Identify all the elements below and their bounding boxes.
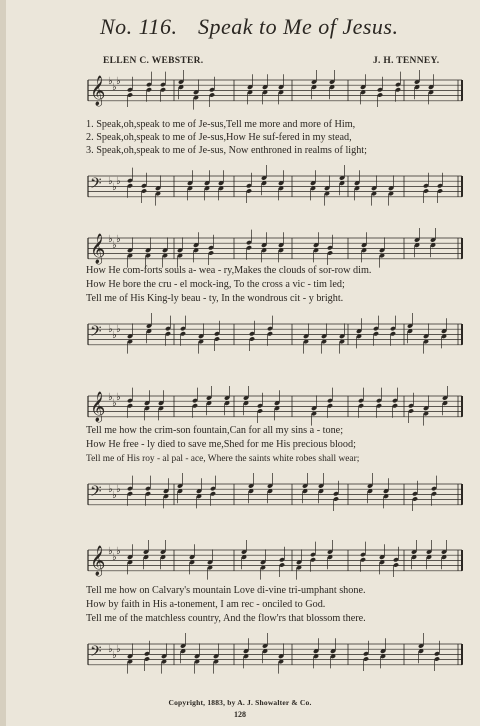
lyric-line: Tell me of His King-ly beau - ty, In the wondrous cit - y bright.: [86, 293, 344, 304]
svg-text:♭: ♭: [112, 330, 117, 341]
composer-credit: J. H. TENNEY.: [373, 56, 440, 66]
svg-text:♭: ♭: [116, 324, 121, 335]
music-system-2: [86, 228, 466, 378]
staff-bass-3: [86, 472, 466, 522]
svg-text:𝄢: 𝄢: [90, 175, 102, 196]
svg-text:♭: ♭: [116, 176, 121, 187]
svg-text:♭: ♭: [112, 650, 117, 661]
svg-text:♭: ♭: [108, 644, 113, 655]
music-system-1: [86, 70, 466, 220]
lyric-line: How by faith in His a-tonement, I am rec - onciled to God.: [86, 599, 326, 610]
staff-bass-2: [86, 312, 466, 362]
svg-text:♭: ♭: [108, 484, 113, 495]
hymn-number: No. 116.: [100, 14, 178, 39]
page-edge: [0, 0, 6, 726]
staff-bass-1: [86, 164, 466, 214]
svg-text:𝄞: 𝄞: [90, 546, 106, 576]
svg-text:𝄞: 𝄞: [90, 76, 106, 106]
lyric-line: Tell me of His roy - al pal - ace, Where the saints white robes shall wear;: [86, 454, 360, 464]
lyric-line: How He free - ly died to save me,Shed for me His precious blood;: [86, 439, 356, 450]
svg-text:♭: ♭: [108, 234, 113, 245]
svg-text:♭: ♭: [116, 76, 121, 87]
svg-text:♭: ♭: [116, 392, 121, 403]
music-system-4: [86, 540, 466, 692]
page-number: 128: [234, 710, 246, 719]
svg-text:𝄢: 𝄢: [90, 323, 102, 344]
svg-text:♭: ♭: [116, 484, 121, 495]
svg-text:♭: ♭: [108, 324, 113, 335]
lyric-line: 2. Speak,oh,speak to me of Je-sus,How He suf-fered in my stead,: [86, 132, 352, 143]
svg-text:𝄢: 𝄢: [90, 483, 102, 504]
svg-text:♭: ♭: [108, 546, 113, 557]
hymn-header: [0, 14, 480, 44]
svg-text:♭: ♭: [108, 176, 113, 187]
lyric-line: Tell me how on Calvary's mountain Love di-vine tri-umphant shone.: [86, 585, 366, 596]
lyric-line: How He com-forts souls a- wea - ry,Makes the clouds of sor-row dim.: [86, 265, 372, 276]
lyric-line: How He bore the cru - el mock-ing, To the cross a vic - tim led;: [86, 279, 345, 290]
svg-text:♭: ♭: [112, 490, 117, 501]
hymn-title: Speak to Me of Jesus.: [198, 14, 399, 39]
author-credit: ELLEN C. WEBSTER.: [103, 56, 204, 66]
svg-text:𝄞: 𝄞: [90, 392, 106, 422]
lyric-line: Tell me how the crim-son fountain,Can for all my sins a - tone;: [86, 425, 344, 436]
svg-text:𝄢: 𝄢: [90, 643, 102, 664]
svg-text:♭: ♭: [116, 234, 121, 245]
svg-text:𝄞: 𝄞: [90, 234, 106, 264]
svg-text:♭: ♭: [116, 644, 121, 655]
svg-text:♭: ♭: [116, 546, 121, 557]
svg-text:♭: ♭: [112, 240, 117, 251]
svg-text:♭: ♭: [112, 398, 117, 409]
svg-text:♭: ♭: [112, 82, 117, 93]
lyric-line: Tell me of the matchless country, And the flow'rs that blossom there.: [86, 613, 366, 624]
copyright-notice: Copyright, 1883, by A. J. Showalter & Co.: [168, 698, 312, 707]
staff-bass-4: [86, 632, 466, 682]
staff-treble-1: [86, 70, 466, 115]
staff-treble-4: [86, 540, 466, 585]
svg-text:♭: ♭: [112, 182, 117, 193]
lyric-line: 3. Speak,oh,speak to me of Je-sus, Now enthroned in realms of light;: [86, 145, 367, 156]
music-system-3: [86, 386, 466, 536]
svg-text:♭: ♭: [108, 76, 113, 87]
svg-text:♭: ♭: [112, 552, 117, 563]
lyric-line: 1. Speak,oh,speak to me of Je-sus,Tell me more and more of Him,: [86, 119, 356, 130]
svg-text:♭: ♭: [108, 392, 113, 403]
